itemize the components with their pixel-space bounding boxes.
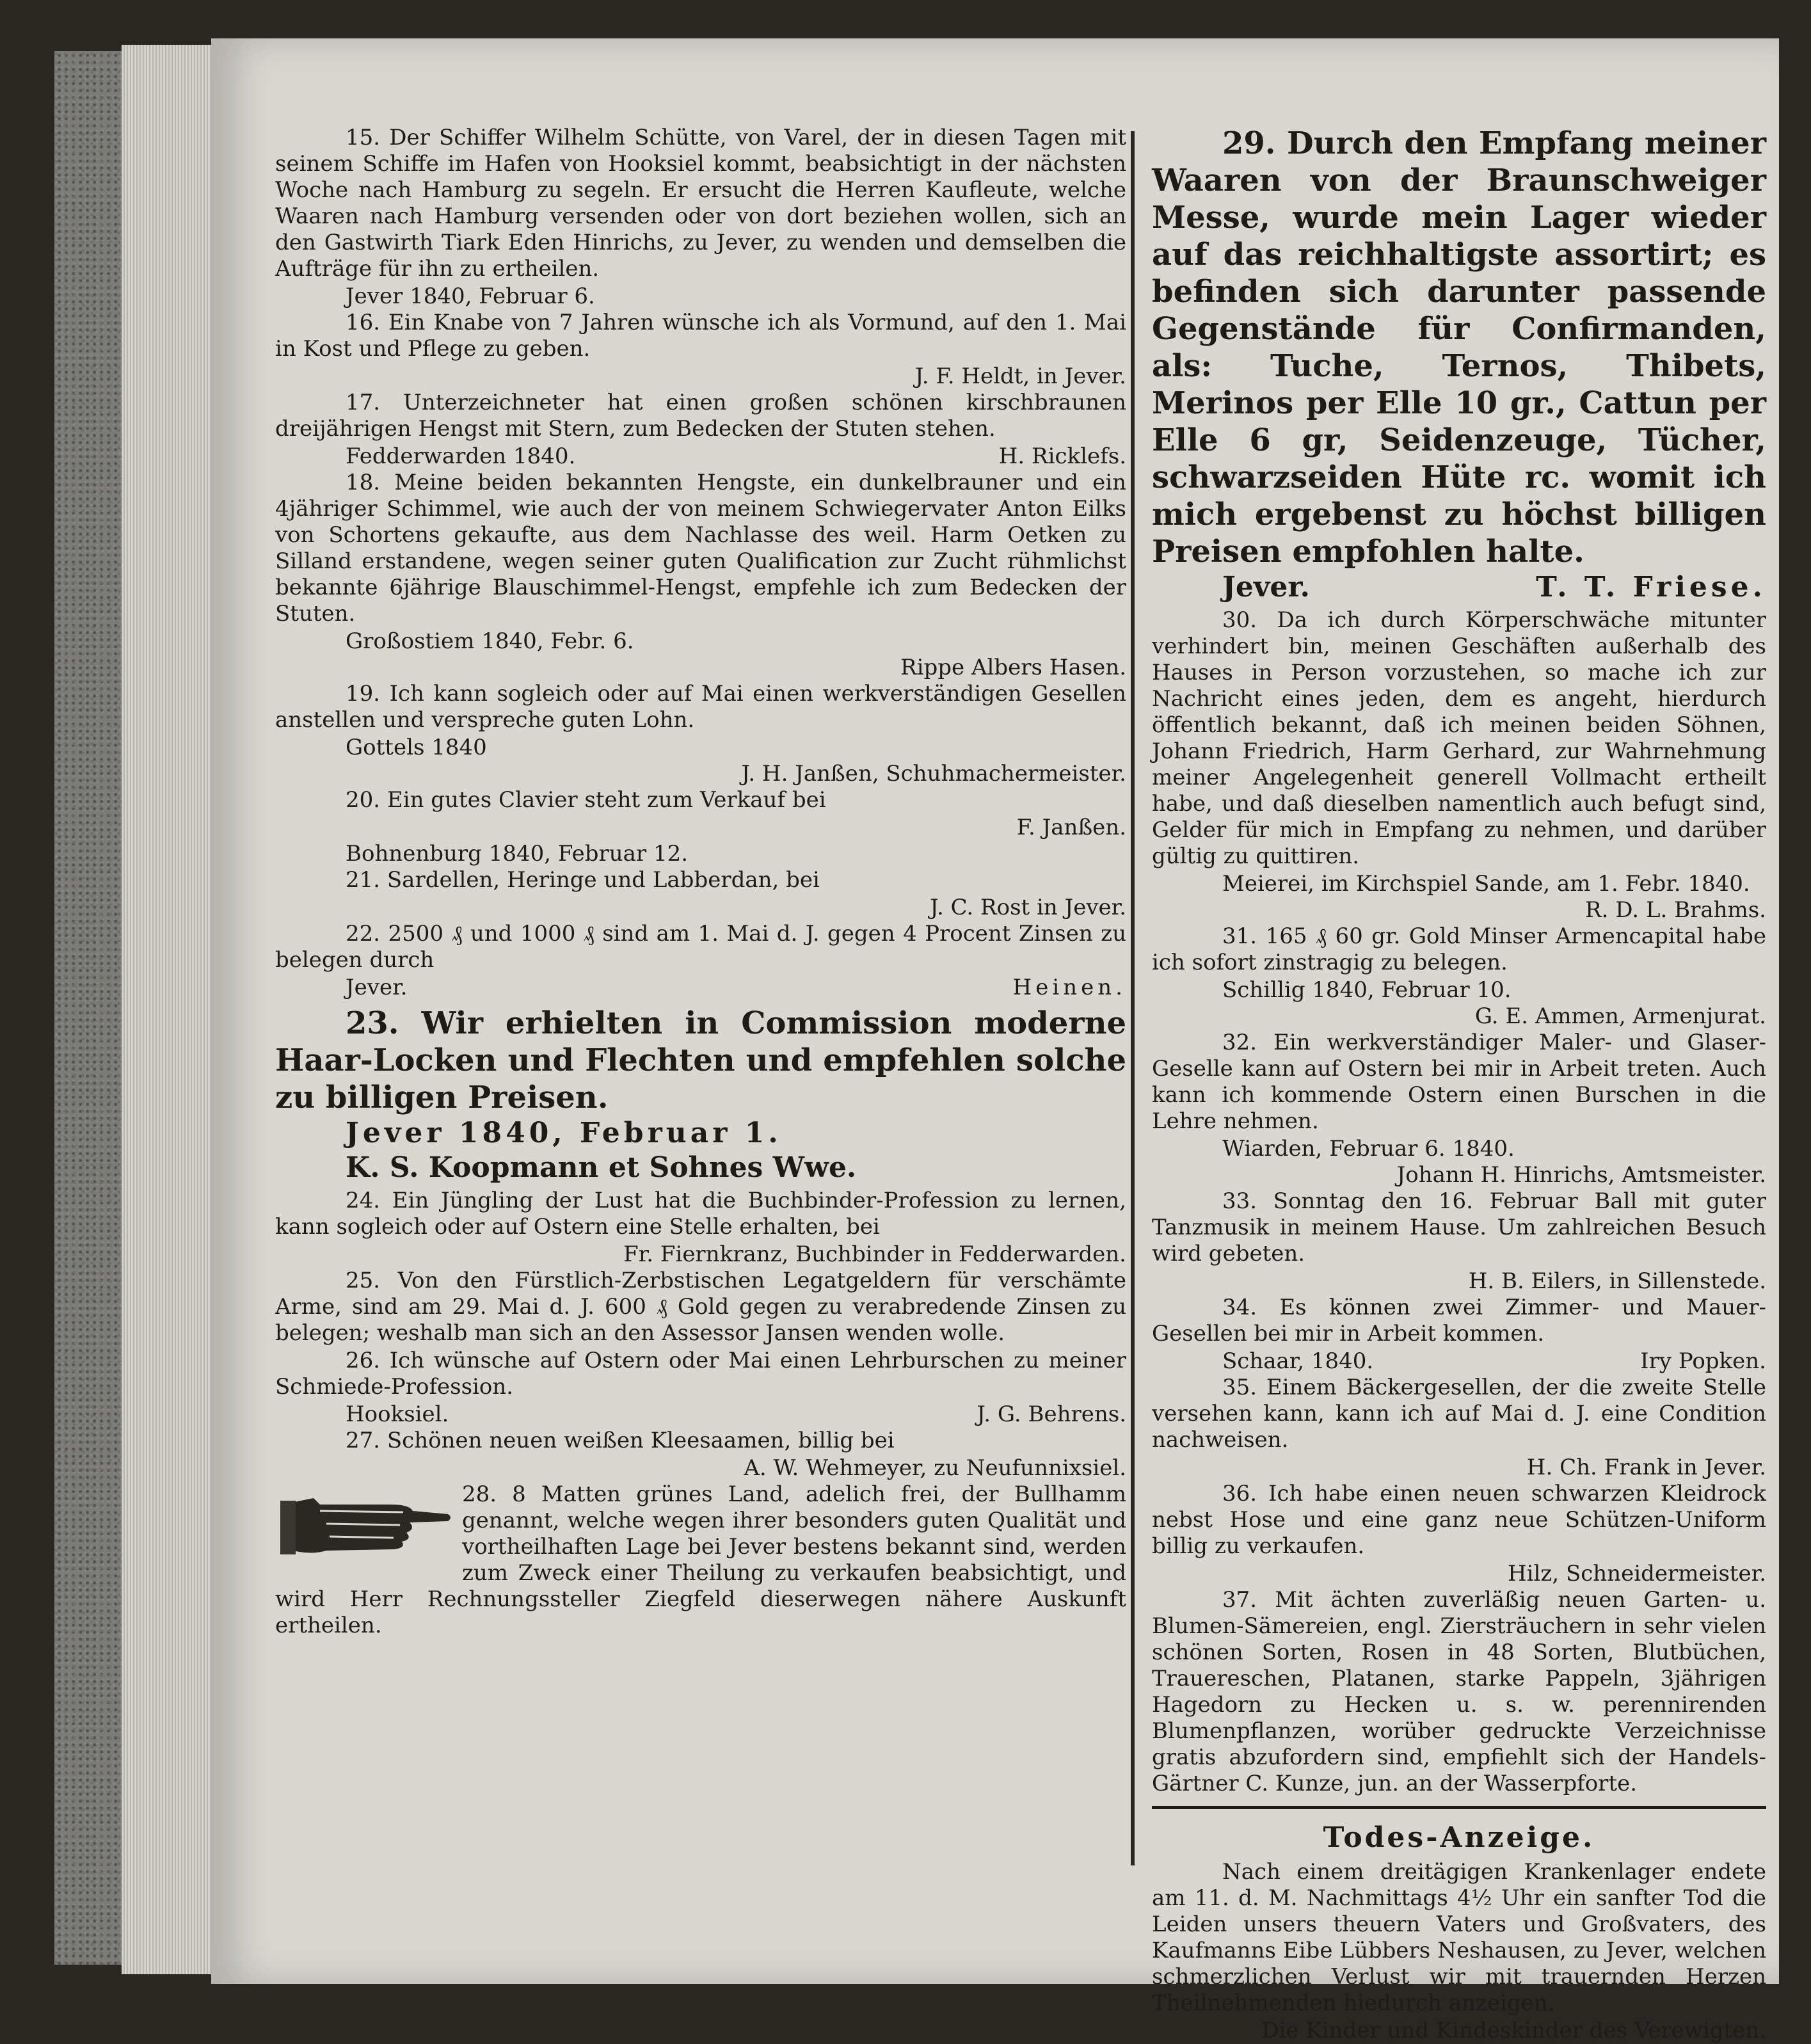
ad-31-place: Schillig 1840, Februar 10.: [1222, 977, 1512, 1003]
ad-24-signature: Fr. Fiernkranz, Buchbinder in Fedderwarden.: [623, 1242, 1126, 1267]
ad-32: 32. Ein werkverständiger Maler- und Glaser-Geselle kann auf Ostern bei mir in Arbeit treten. Auch kann ich kommende Ostern einen Burschen in die Lehre nehmen.: [1152, 1030, 1766, 1134]
ad-20-signature: F. Janßen.: [1016, 815, 1126, 840]
ad-27: 27. Schönen neuen weißen Kleesaamen, billig bei: [346, 1428, 895, 1453]
ad-22-footer: Jever. Heinen.: [346, 975, 1126, 1000]
ad-23-signature: K. S. Koopmann et Sohnes Wwe.: [346, 1151, 857, 1184]
ad-20-place: Bohnenburg 1840, Februar 12.: [346, 841, 689, 866]
ad-33-signature: H. B. Eilers, in Sillenstede.: [1468, 1268, 1766, 1294]
right-column: [1152, 125, 1767, 2043]
ad-31-signature: G. E. Ammen, Armenjurat.: [1474, 1003, 1766, 1029]
ad-30-place: Meierei, im Kirchspiel Sande, am 1. Febr. 1840.: [1222, 871, 1750, 897]
ad-30: 30. Da ich durch Körperschwäche mitunter verhindert bin, meinen Geschäften außerhalb des Hauses in Person vorzustehen, so mache ich zur Nachricht eines jeden, dem es angeht, hierdurch öffentlich bekannt, daß ich meinen beiden Söhnen, Johann Friedrich, Harm Gerhard, zur Wahrnehmung meiner Angelegenheit generell Vollmacht ertheilt habe, und daß dieselben namentlich auch befugt sind, Gelder für mich in Empfang zu nehmen, und darüber gültig zu quittiren.: [1152, 607, 1766, 869]
ad-29-footer: Jever. T. T. Friese.: [1222, 571, 1766, 603]
ad-18-place: Großostiem 1840, Febr. 6.: [346, 628, 634, 654]
ad-16-signature: J. F. Heldt, in Jever.: [914, 363, 1126, 389]
ad-19: 19. Ich kann sogleich oder auf Mai einen werkverständigen Gesellen anstellen und verspreche guten Lohn.: [275, 681, 1126, 733]
ad-18-signature: Rippe Albers Hasen.: [900, 655, 1126, 680]
ad-24: 24. Ein Jüngling der Lust hat die Buchbinder-Profession zu lernen, kann sogleich oder auf Ostern eine Stelle erhalten, bei: [275, 1188, 1126, 1240]
ad-16: 16. Ein Knabe von 7 Jahren wünsche ich als Vormund, auf den 1. Mai in Kost und Pflege zu geben.: [275, 310, 1126, 362]
ad-32-signature: Johann H. Hinrichs, Amtsmeister.: [1396, 1162, 1766, 1188]
ad-22: 22. 2500 ₰ und 1000 ₰ sind am 1. Mai d. J. gegen 4 Procent Zinsen zu belegen durch: [275, 921, 1126, 973]
ad-33: 33. Sonntag den 16. Februar Ball mit guter Tanzmusik in meinem Hause. Um zahlreichen Besuch wird gebeten.: [1152, 1188, 1766, 1266]
ad-31: 31. 165 ₰ 60 gr. Gold Minser Armencapital habe ich sofort zinstragig zu belegen.: [1152, 923, 1766, 975]
ad-15: 15. Der Schiffer Wilhelm Schütte, von Varel, der in diesen Tagen mit seinem Schiffe im Hafen von Hooksiel kommt, beabsichtigt in der nächsten Woche nach Hamburg zu segeln. Er ersucht die Herren Kaufleute, welche Waaren nach Hamburg versenden oder von dort beziehen wollen, sich an den Gastwirth Tiark Eden Hinrichs, zu Jever, zu wenden und demselben die Aufträge für ihn zu ertheilen.: [275, 125, 1126, 282]
ad-23: 23. Wir erhielten in Commission moderne Haar-Locken und Flechten und empfehlen solche zu billigen Preisen.: [275, 1005, 1127, 1115]
pointing-hand-icon: [275, 1485, 454, 1562]
column-divider: [1131, 131, 1135, 1865]
death-notice-signature: Die Kinder und Kindeskinder des Verewigten.: [1261, 2018, 1766, 2043]
ad-34: 34. Es können zwei Zimmer- und Mauer-Gesellen bei mir in Arbeit kommen.: [1152, 1295, 1767, 1346]
ad-21-signature: J. C. Rost in Jever.: [930, 895, 1126, 920]
ad-28: 28. 8 Matten grünes Land, adelich frei, der Bullhamm genannt, welche wegen ihrer besonders guten Qualität und vortheilhaften Lage bei Jever bestens bekannt sind, werden zum Zweck einer Theilung zu verkaufen beabsichtigt, und wird Herr Rechnungssteller Ziegfeld dieserwegen nähere Auskunft ertheilen.: [275, 1481, 1126, 1638]
ad-32-place: Wiarden, Februar 6. 1840.: [1222, 1136, 1515, 1162]
ad-15-place: Jever 1840, Februar 6.: [346, 283, 595, 309]
ad-35-signature: H. Ch. Frank in Jever.: [1526, 1455, 1766, 1480]
ad-29: 29. Durch den Empfang meiner Waaren von der Braunschweiger Messe, wurde mein Lager wieder auf das reichhaltigste assortirt; es befinden sich darunter passende Gegenstände für Confirmanden, als: Tuche, Ternos, Thibets, Merinos per Elle 10 gr., Cattun per Elle 6 gr, Seidenzeuge, Tücher, schwarzseiden Hüte rc. womit ich mich ergebenst zu höchst billigen Preisen empfohlen halte.: [1152, 125, 1766, 570]
ad-36-signature: Hilz, Schneidermeister.: [1508, 1561, 1766, 1586]
ad-19-signature: J. H. Janßen, Schuhmachermeister.: [741, 761, 1126, 786]
ad-30-signature: R. D. L. Brahms.: [1585, 897, 1766, 923]
ad-36: 36. Ich habe einen neuen schwarzen Kleidrock nebst Hose und eine ganz neue Schützen-Uniform billig zu verkaufen.: [1152, 1481, 1767, 1559]
ad-37: 37. Mit ächten zuverläßig neuen Garten- u. Blumen-Sämereien, engl. Ziersträuchern in sehr vielen schönen Sorten, Rosen in 48 Sorten, Blutbüchen, Trauereschen, Platanen, starke Pappeln, 3jährigen Hagedorn zu Hecken u. s. w. perennirenden Blumenpflanzen, worüber gedruckte Verzeichnisse gratis abzufordern sind, empfiehlt sich der Handels-Gärtner C. Kunze, jun. an der Wasserpforte.: [1152, 1587, 1766, 1796]
ad-19-place: Gottels 1840: [346, 735, 487, 760]
left-column: [275, 125, 1126, 1885]
ad-21: 21. Sardellen, Heringe und Labberdan, bei: [346, 867, 820, 893]
death-notice-text: Nach einem dreitägigen Krankenlager endete am 11. d. M. Nachmittags 4½ Uhr ein sanfter Tod die Leiden unsers theuern Vaters und Großvaters, des Kaufmanns Eibe Lübbers Neshausen, zu Jever, welchen schmerzlichen Verlust wir mit trauernden Herzen Theilnehmenden hiedurch anzeigen.: [1152, 1859, 1766, 2016]
ad-26: 26. Ich wünsche auf Ostern oder Mai einen Lehrburschen zu meiner Schmiede-Profession.: [275, 1348, 1126, 1400]
ad-34-footer: Schaar, 1840. Iry Popken.: [1222, 1348, 1766, 1374]
section-rule: [1152, 1806, 1766, 1809]
ad-17-footer: Fedderwarden 1840. H. Ricklefs.: [346, 443, 1126, 469]
ad-17: 17. Unterzeichneter hat einen großen schönen kirschbraunen dreijährigen Hengst mit Stern, zum Bedecken der Stuten stehen.: [275, 390, 1127, 442]
ad-23-place: Jever 1840, Februar 1.: [346, 1117, 782, 1149]
book-binding: [54, 51, 124, 1965]
ad-35: 35. Einem Bäckergesellen, der die zweite Stelle versehen kann, kann ich auf Mai d. J. eine Condition nachweisen.: [1152, 1375, 1766, 1453]
death-notice-title: Todes-Anzeige.: [1323, 1821, 1595, 1854]
ad-25: 25. Von den Fürstlich-Zerbstischen Legatgeldern für verschämte Arme, sind am 29. Mai d. J. 600 ₰ Gold gegen zu verabredende Zinsen zu belegen; weshalb man sich an den Assessor Jansen wenden wolle.: [275, 1268, 1126, 1346]
ad-18: 18. Meine beiden bekannten Hengste, ein dunkelbrauner und ein 4jähriger Schimmel, wie auch der von meinem Schwiegervater Anton Eilks von Schortens gekaufte, aus dem Nachlasse des weil. Harm Oetken zu Silland erstandene, wegen seiner guten Qualification zur Zucht rühmlichst bekannte 6jährige Blauschimmel-Hengst, empfehle ich zum Bedecken der Stuten.: [275, 470, 1126, 627]
ad-26-footer: Hooksiel. J. G. Behrens.: [346, 1401, 1126, 1427]
ad-20: 20. Ein gutes Clavier steht zum Verkauf bei: [346, 787, 826, 813]
ad-27-signature: A. W. Wehmeyer, zu Neufunnixsiel.: [744, 1455, 1126, 1481]
